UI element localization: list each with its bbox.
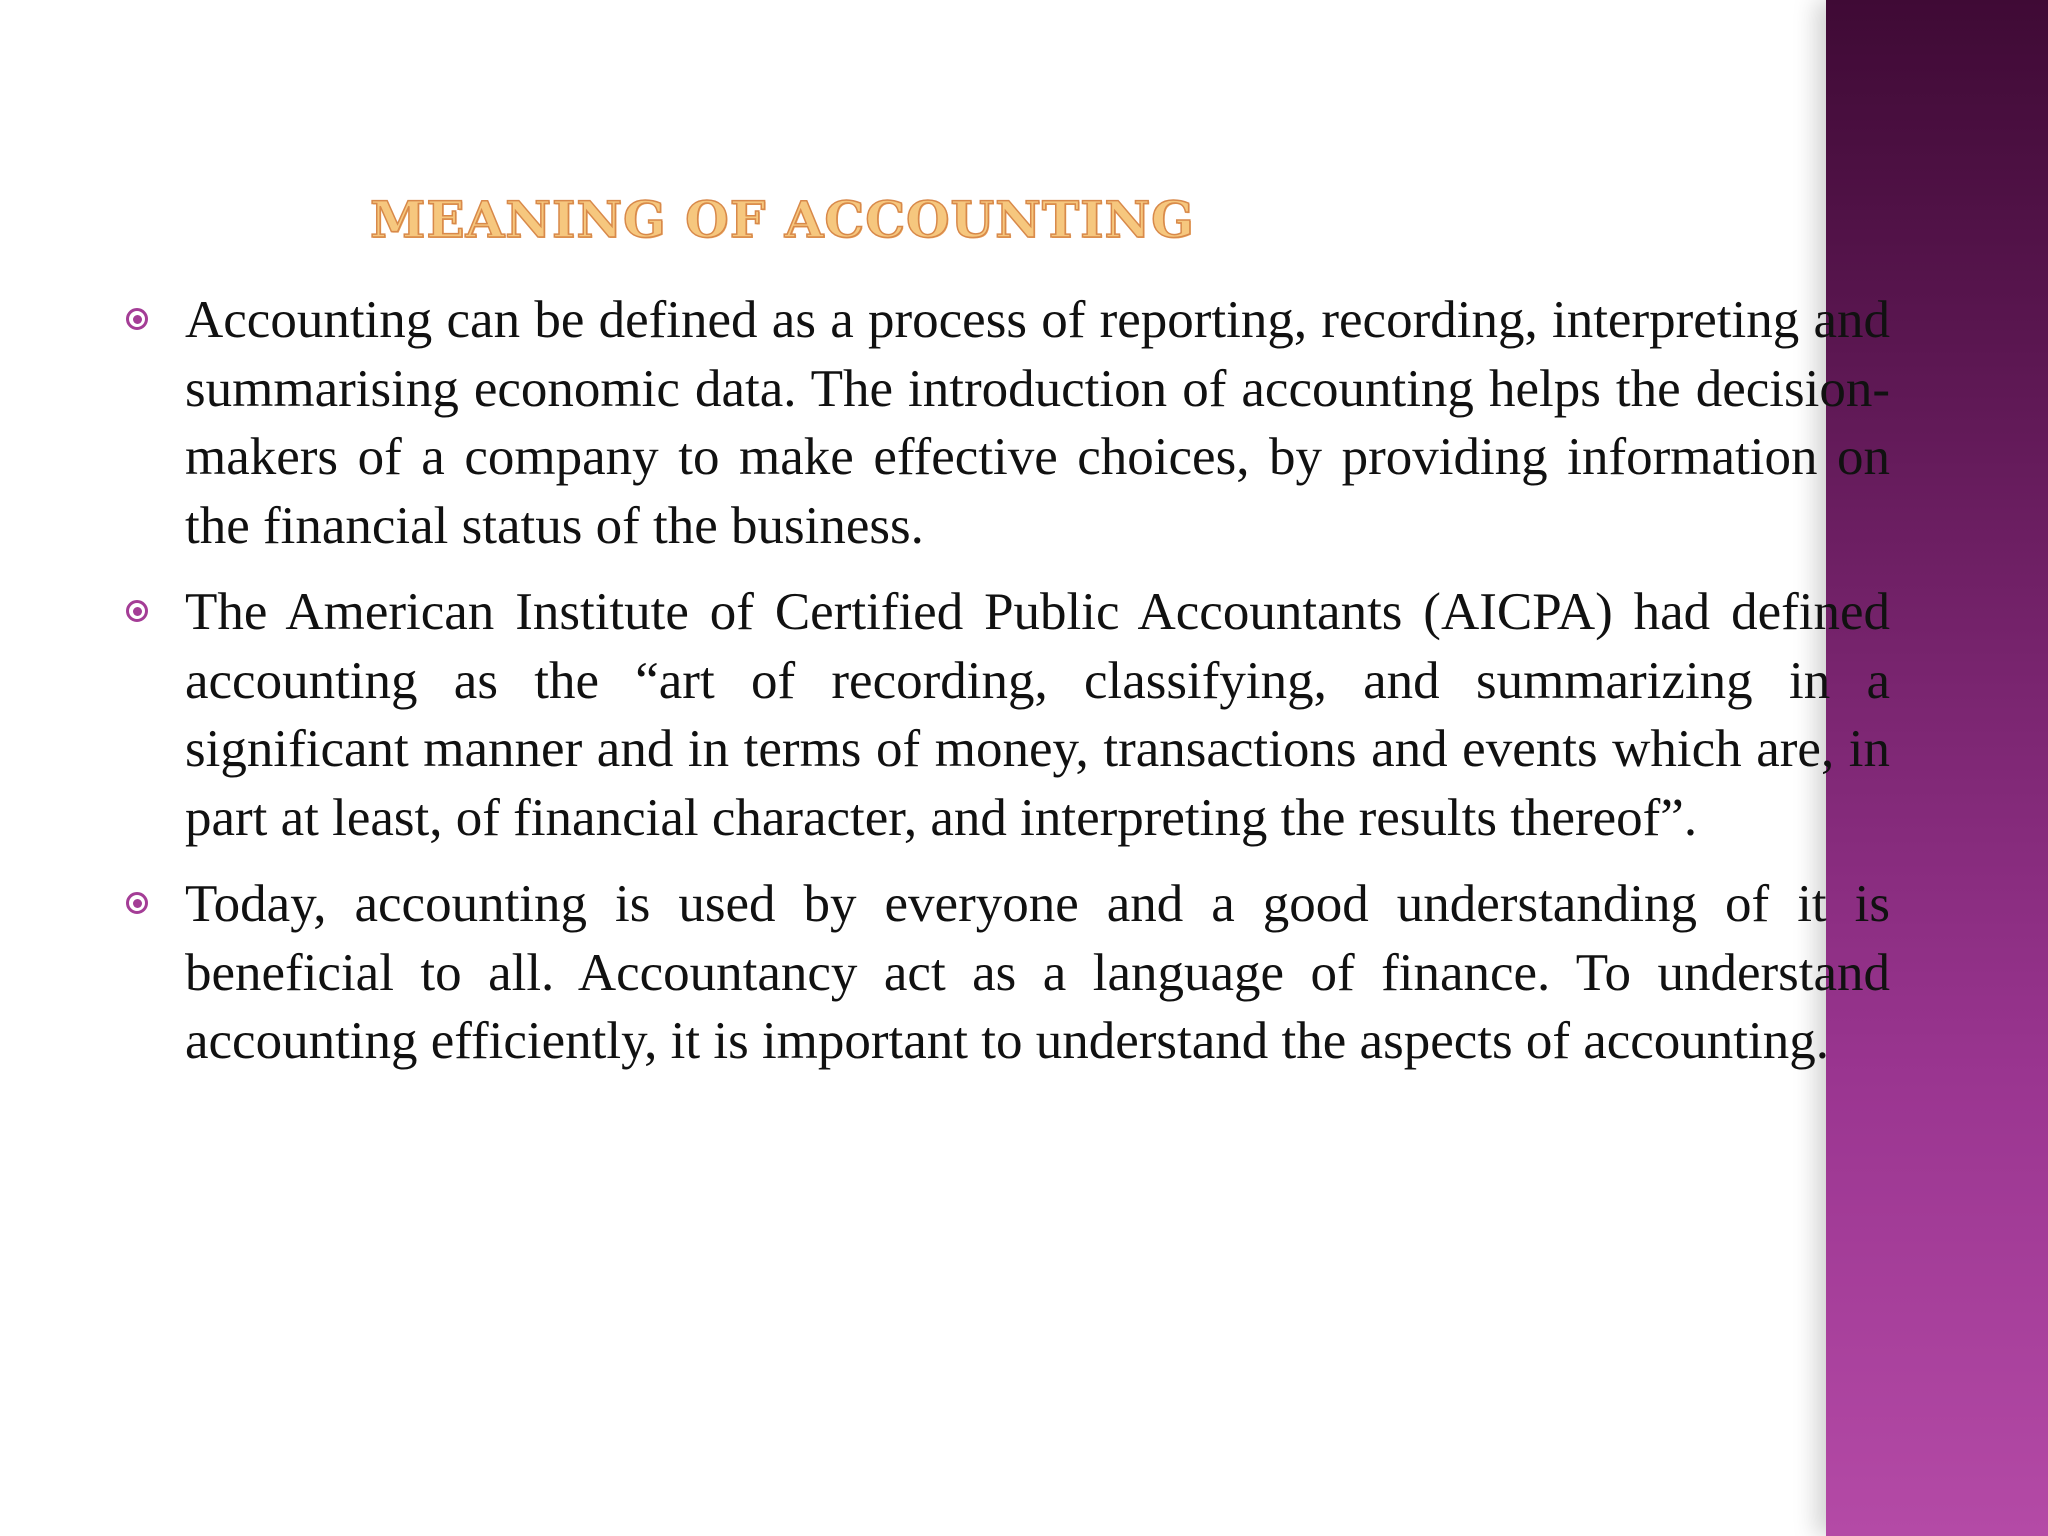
bullet-item — [120, 870, 1890, 1076]
bullet-text: Today, accounting is used by everyone and a good understanding of it is beneficial to all. Accountancy act as a language of finance. To understand accounting efficiently, it is important to understand the aspects of accounting. — [185, 875, 1890, 1070]
bullet-list — [120, 286, 1890, 1094]
circle-dot-bullet-icon — [126, 892, 148, 914]
bullet-item — [120, 578, 1890, 852]
bullet-text: The American Institute of Certified Public Accountants (AICPA) had defined accounting as the “art of recording, classifying, and summarizing in a significant manner and in terms of money, transactions and events which are, in part at least, of financial character, and interpreting the results thereof”. — [185, 583, 1890, 847]
bullet-text: Accounting can be defined as a process of reporting, recording, interpreting and summarising economic data. The introduction of accounting helps the decision-makers of a company to make effective choices, by providing information on the financial status of the business. — [185, 291, 1890, 555]
bullet-item — [120, 286, 1890, 560]
circle-dot-bullet-icon — [126, 600, 148, 622]
circle-dot-bullet-icon — [126, 308, 148, 330]
slide-title: MEANING OF ACCOUNTING — [370, 190, 1195, 249]
